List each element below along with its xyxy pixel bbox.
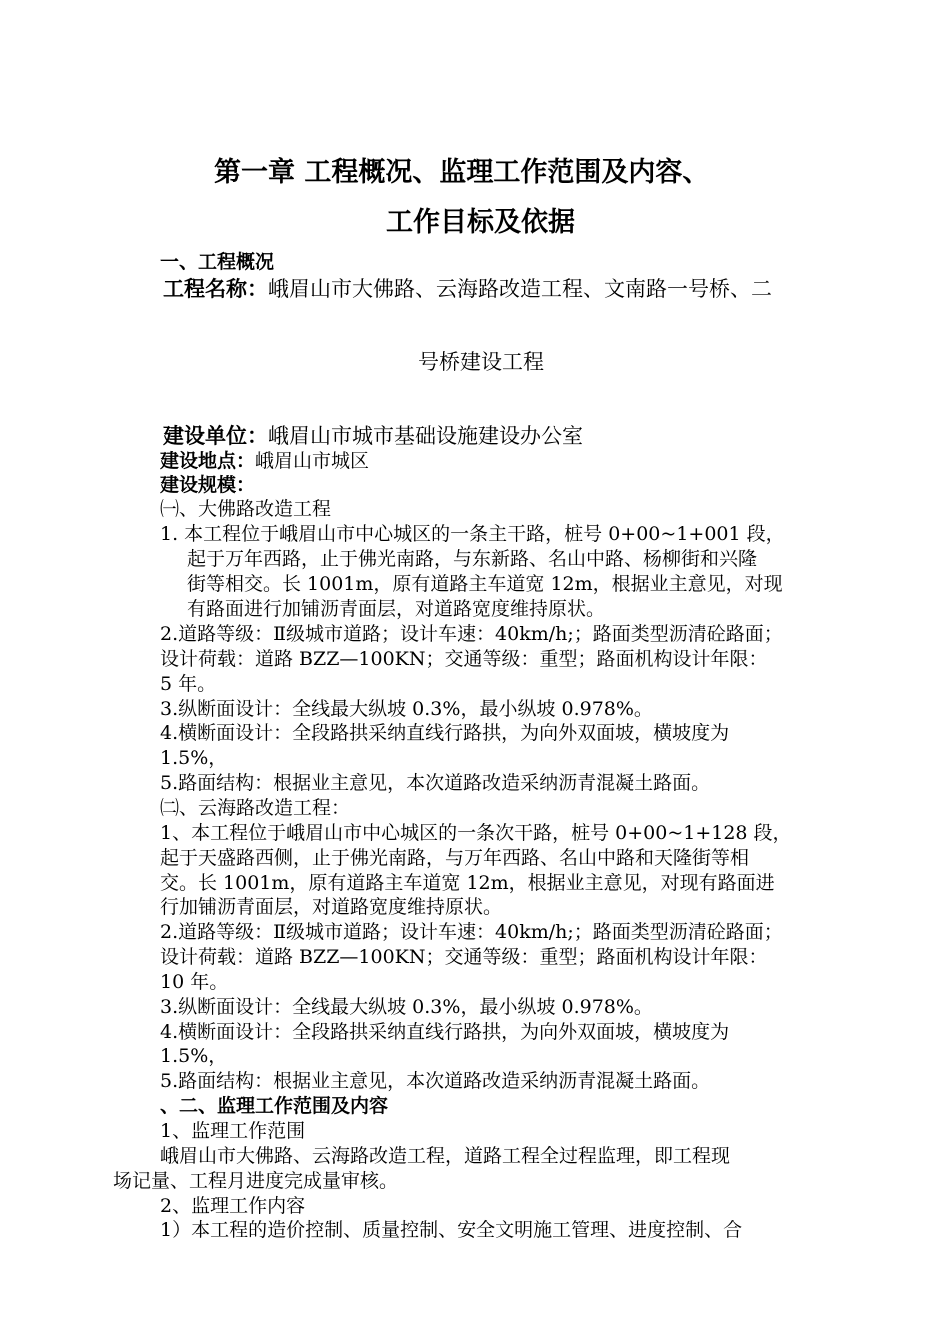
yunhai-item1-line1: 1、本工程位于峨眉山市中心城区的一条次干路，桩号 0+00~1+128 段，	[160, 822, 792, 844]
yunhai-item2-line2: 设计荷载：道路 BZZ—100KN；交通等级：重型；路面机构设计年限：	[160, 946, 768, 968]
dafo-item4-line2: 1.5%，	[160, 747, 228, 769]
section-heading-supervision-scope: 、二、监理工作范围及内容	[160, 1095, 389, 1117]
subsection-yunhai-road: ㈡、云海路改造工程：	[160, 797, 351, 819]
builder-value: 峨眉山市城市基础设施建设办公室	[268, 424, 583, 448]
supervision-content-line1: 1）本工程的造价控制、质量控制、安全文明施工管理、进度控制、合	[160, 1219, 743, 1241]
builder-line	[163, 423, 583, 449]
yunhai-item4-line1: 4.横断面设计：全段路拱采纳直线行路拱，为向外双面坡，横坡度为	[160, 1021, 730, 1043]
supervision-scope-line2: 场记量、工程月进度完成量审核。	[113, 1170, 399, 1192]
supervision-scope-line1: 峨眉山市大佛路、云海路改造工程，道路工程全过程监理，即工程现	[160, 1145, 731, 1167]
dafo-item4-line1: 4.横断面设计：全段路拱采纳直线行路拱，为向外双面坡，横坡度为	[160, 722, 730, 744]
yunhai-item1-line2: 起于天盛路西侧，止于佛光南路，与万年西路、名山中路和天隆街等相	[160, 847, 750, 869]
dafo-item2-line2: 设计荷载：道路 BZZ—100KN；交通等级：重型；路面机构设计年限：	[160, 648, 768, 670]
dafo-item2-line1: 2.道路等级：Ⅱ级城市道路；设计车速：40km/h;；路面类型沥清砼路面；	[160, 623, 783, 645]
dafo-item1-line1: 1. 本工程位于峨眉山市中心城区的一条主干路，桩号 0+00~1+001 段，	[160, 523, 785, 545]
project-name-line2: 号桥建设工程	[418, 350, 544, 374]
yunhai-item4-line2: 1.5%，	[160, 1045, 228, 1067]
scale-label: 建设规模：	[160, 474, 256, 496]
dafo-item5: 5.路面结构：根据业主意见，本次道路改造采纳沥青混凝土路面。	[160, 772, 711, 794]
yunhai-item5: 5.路面结构：根据业主意见，本次道路改造采纳沥青混凝土路面。	[160, 1070, 711, 1092]
dafo-item2-line3: 5 年。	[160, 673, 217, 695]
dafo-item1-line3: 街等相交。长 1001m，原有道路主车道宽 12m，根据业主意见，对现	[187, 573, 783, 595]
yunhai-item2-line3: 10 年。	[160, 971, 229, 993]
chapter-title-line2: 工作目标及依据	[386, 207, 575, 238]
yunhai-item3: 3.纵断面设计：全线最大纵坡 0.3%，最小纵坡 0.978%。	[160, 996, 653, 1018]
project-name-value: 峨眉山市大佛路、云海路改造工程、文南路一号桥、二	[268, 277, 772, 301]
yunhai-item1-line4: 行加铺沥青面层，对道路宽度维持原状。	[160, 896, 503, 918]
dafo-item1-line2: 起于万年西路，止于佛光南路，与东新路、名山中路、杨柳街和兴隆	[187, 548, 758, 570]
location-label: 建设地点：	[160, 450, 256, 472]
yunhai-item2-line1: 2.道路等级：Ⅱ级城市道路；设计车速：40km/h;；路面类型沥清砼路面；	[160, 921, 783, 943]
location-line	[160, 449, 369, 473]
chapter-title-line1: 第一章 工程概况、监理工作范围及内容、	[214, 157, 710, 188]
section-heading-project-overview: 一、工程概况	[160, 251, 275, 273]
supervision-scope-heading: 1、监理工作范围	[160, 1120, 306, 1142]
project-name-line1	[163, 276, 772, 302]
subsection-dafo-road: ㈠、大佛路改造工程	[160, 498, 332, 520]
location-value: 峨眉山市城区	[255, 450, 370, 472]
supervision-content-heading: 2、监理工作内容	[160, 1195, 306, 1217]
project-name-label: 工程名称：	[163, 277, 268, 301]
dafo-item1-line4: 有路面进行加铺沥青面层，对道路宽度维持原状。	[187, 598, 606, 620]
yunhai-item1-line3: 交。长 1001m，原有道路主车道宽 12m，根据业主意见，对现有路面进	[160, 872, 775, 894]
dafo-item3: 3.纵断面设计：全线最大纵坡 0.3%，最小纵坡 0.978%。	[160, 698, 653, 720]
builder-label: 建设单位：	[163, 424, 268, 448]
